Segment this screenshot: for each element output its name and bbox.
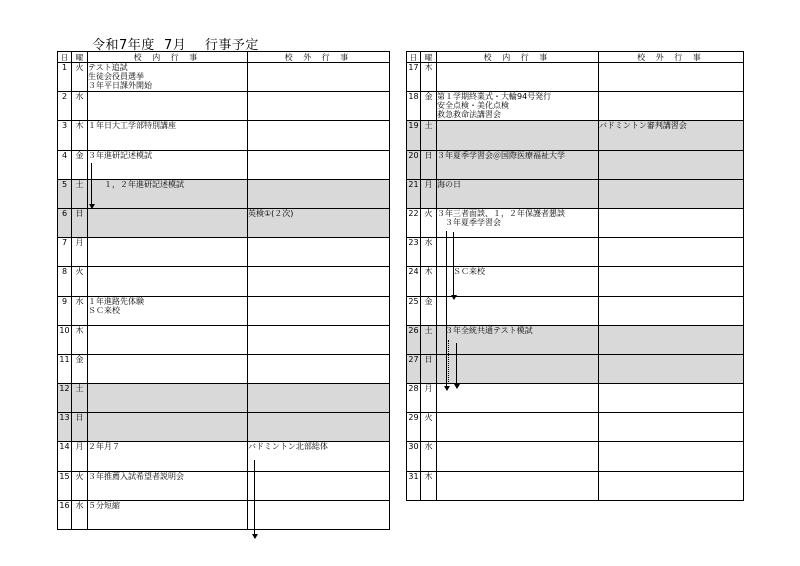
day-row	[58, 442, 390, 471]
internal-events-cell	[88, 121, 248, 150]
internal-events-cell	[88, 442, 248, 471]
day-row	[407, 413, 744, 442]
event-text: 第１学期終業式・大輪94号発行	[437, 92, 552, 102]
internal-events-cell	[437, 296, 599, 325]
day-row	[407, 121, 744, 150]
weekday: 土	[72, 179, 88, 208]
weekday: 日	[72, 413, 88, 442]
internal-events-cell	[88, 150, 248, 179]
day-row	[407, 92, 744, 121]
external-events-cell	[599, 208, 744, 237]
external-events-cell	[248, 354, 390, 383]
page-title: 令和7年度 7月 行事予定	[92, 38, 259, 53]
weekday: 水	[421, 238, 437, 267]
weekday: 火	[421, 413, 437, 442]
external-events-cell	[599, 325, 744, 354]
day-number: 15	[58, 471, 72, 500]
weekday: 火	[421, 208, 437, 237]
day-number: 20	[407, 150, 421, 179]
external-events-cell	[599, 150, 744, 179]
external-events-cell	[248, 296, 390, 325]
internal-events-cell	[437, 442, 599, 471]
weekday: 木	[421, 267, 437, 296]
event-text: ３年夏季学習会	[437, 217, 501, 227]
day-number: 2	[58, 92, 72, 121]
day-row	[407, 354, 744, 383]
day-number: 16	[58, 500, 72, 529]
weekday: 火	[72, 267, 88, 296]
header-weekday: 曜	[72, 52, 88, 63]
day-number: 1	[58, 63, 72, 92]
header-internal-events: 校 内 行 事	[88, 52, 248, 63]
external-events-cell	[248, 179, 390, 208]
weekday: 日	[421, 354, 437, 383]
day-number: 10	[58, 325, 72, 354]
day-row	[58, 384, 390, 413]
weekday: 木	[72, 121, 88, 150]
event-text: 安全点検・美化点検	[437, 101, 509, 111]
day-row	[58, 121, 390, 150]
day-number: 22	[407, 208, 421, 237]
internal-events-cell	[88, 63, 248, 92]
internal-events-cell	[88, 500, 248, 529]
internal-events-cell	[437, 63, 599, 92]
event-text: 英検①(２次)	[248, 208, 294, 218]
internal-events-cell	[437, 92, 599, 121]
day-row	[58, 296, 390, 325]
external-events-cell	[248, 500, 390, 529]
weekday: 土	[72, 384, 88, 413]
external-events-cell	[599, 92, 744, 121]
day-row	[58, 413, 390, 442]
day-row	[58, 150, 390, 179]
external-events-cell	[599, 471, 744, 500]
internal-events-cell	[88, 471, 248, 500]
day-row	[58, 471, 390, 500]
day-number: 13	[58, 413, 72, 442]
internal-events-cell	[88, 238, 248, 267]
schedule-table-right	[406, 51, 744, 501]
external-events-cell	[248, 413, 390, 442]
internal-events-cell	[437, 150, 599, 179]
day-number: 12	[58, 384, 72, 413]
header-weekday: 曜	[421, 52, 437, 63]
internal-events-cell	[437, 413, 599, 442]
day-row	[58, 179, 390, 208]
period-arrow	[456, 343, 457, 388]
day-row	[58, 238, 390, 267]
external-events-cell	[248, 471, 390, 500]
internal-events-cell	[437, 471, 599, 500]
event-text: ３年全統共通テスト模試	[437, 325, 533, 335]
period-dotted-line	[448, 340, 449, 384]
event-text: ２年月７	[88, 442, 120, 452]
day-row	[407, 296, 744, 325]
day-number: 28	[407, 384, 421, 413]
day-number: 21	[407, 179, 421, 208]
external-events-cell	[599, 179, 744, 208]
weekday: 月	[421, 179, 437, 208]
weekday: 火	[72, 63, 88, 92]
internal-events-cell	[88, 384, 248, 413]
weekday: 月	[72, 442, 88, 471]
internal-events-cell	[437, 267, 599, 296]
day-number: 11	[58, 354, 72, 383]
day-number: 5	[58, 179, 72, 208]
external-events-cell	[248, 267, 390, 296]
day-number: 29	[407, 413, 421, 442]
internal-events-cell	[88, 92, 248, 121]
external-events-cell	[248, 92, 390, 121]
event-text: １，２年進研記述模試	[88, 179, 184, 189]
day-number: 4	[58, 150, 72, 179]
external-events-cell	[248, 63, 390, 92]
internal-events-cell	[88, 267, 248, 296]
day-number: 18	[407, 92, 421, 121]
day-row	[407, 63, 744, 92]
schedule-table-left	[57, 51, 390, 530]
event-text: 生徒会役員選挙	[88, 72, 144, 81]
day-row	[407, 238, 744, 267]
event-text: バドミントン審判講習会	[599, 121, 687, 131]
day-row	[407, 150, 744, 179]
internal-events-cell	[88, 325, 248, 354]
weekday: 水	[72, 500, 88, 529]
day-number: 14	[58, 442, 72, 471]
day-row	[407, 267, 744, 296]
event-text: ＳＣ来校	[437, 267, 485, 277]
internal-events-cell	[88, 296, 248, 325]
day-row	[58, 267, 390, 296]
event-text: テスト追試	[88, 63, 128, 72]
external-events-cell	[599, 413, 744, 442]
day-number: 25	[407, 296, 421, 325]
day-number: 26	[407, 325, 421, 354]
weekday: 水	[72, 92, 88, 121]
day-number: 24	[407, 267, 421, 296]
day-number: 27	[407, 354, 421, 383]
weekday: 日	[421, 150, 437, 179]
internal-events-cell	[88, 413, 248, 442]
day-number: 17	[407, 63, 421, 92]
day-number: 23	[407, 238, 421, 267]
weekday: 木	[421, 471, 437, 500]
day-row	[58, 208, 390, 237]
external-events-cell	[599, 296, 744, 325]
weekday: 金	[421, 92, 437, 121]
external-events-cell	[248, 121, 390, 150]
external-events-cell	[599, 384, 744, 413]
event-text: ３年夏季学習会＠国際医療福祉大学	[437, 150, 565, 160]
header-internal-events: 校 内 行 事	[437, 52, 599, 63]
header-day: 日	[58, 52, 72, 63]
weekday: 日	[72, 208, 88, 237]
event-text: 救急救命法講習会	[437, 110, 501, 120]
internal-events-cell	[437, 179, 599, 208]
day-row	[407, 179, 744, 208]
internal-events-cell	[437, 238, 599, 267]
internal-events-cell	[437, 354, 599, 383]
external-events-cell	[248, 325, 390, 354]
event-text: ３年進研記述模試	[88, 150, 152, 160]
weekday: 月	[421, 384, 437, 413]
period-arrow	[446, 231, 447, 390]
period-arrow	[254, 460, 255, 538]
internal-events-cell	[88, 354, 248, 383]
external-events-cell	[248, 442, 390, 471]
internal-events-cell	[437, 325, 599, 354]
external-events-cell	[248, 384, 390, 413]
internal-events-cell	[88, 208, 248, 237]
event-text: バドミントン北部総体	[248, 442, 328, 452]
weekday: 金	[72, 150, 88, 179]
external-events-cell	[599, 442, 744, 471]
event-text: ３年推薦入試希望者説明会	[88, 471, 184, 481]
weekday: 金	[72, 354, 88, 383]
day-row	[58, 325, 390, 354]
day-number: 3	[58, 121, 72, 150]
event-text: ３年平日課外開始	[88, 81, 152, 90]
day-row	[58, 92, 390, 121]
weekday: 土	[421, 325, 437, 354]
internal-events-cell	[437, 384, 599, 413]
day-row	[407, 325, 744, 354]
weekday: 水	[72, 296, 88, 325]
weekday: 木	[72, 325, 88, 354]
day-row	[58, 500, 390, 529]
event-text: １年進路先体験	[88, 296, 144, 306]
weekday: 金	[421, 296, 437, 325]
period-arrow	[91, 163, 92, 208]
external-events-cell	[248, 238, 390, 267]
external-events-cell	[599, 63, 744, 92]
weekday: 水	[421, 442, 437, 471]
event-text: １年日大工学部特別講座	[88, 121, 176, 131]
external-events-cell	[248, 208, 390, 237]
event-text: ３年三者面談、１，２年保護者懇談	[437, 208, 565, 218]
day-row	[58, 354, 390, 383]
external-events-cell	[599, 121, 744, 150]
external-events-cell	[599, 267, 744, 296]
header-day: 日	[407, 52, 421, 63]
weekday: 火	[72, 471, 88, 500]
internal-events-cell	[437, 208, 599, 237]
header-external-events: 校 外 行 事	[248, 52, 390, 63]
event-text: ５分短縮	[88, 500, 120, 510]
day-number: 19	[407, 121, 421, 150]
external-events-cell	[599, 238, 744, 267]
day-number: 9	[58, 296, 72, 325]
external-events-cell	[248, 150, 390, 179]
day-row	[407, 208, 744, 237]
day-number: 7	[58, 238, 72, 267]
weekday: 土	[421, 121, 437, 150]
day-row	[407, 471, 744, 500]
external-events-cell	[599, 354, 744, 383]
weekday: 木	[421, 63, 437, 92]
day-row	[407, 442, 744, 471]
internal-events-cell	[88, 179, 248, 208]
day-number: 31	[407, 471, 421, 500]
internal-events-cell	[437, 121, 599, 150]
period-arrow	[453, 232, 454, 299]
header-external-events: 校 外 行 事	[599, 52, 744, 63]
day-number: 8	[58, 267, 72, 296]
day-number: 6	[58, 208, 72, 237]
day-number: 30	[407, 442, 421, 471]
weekday: 月	[72, 238, 88, 267]
event-text: ＳＣ来校	[88, 305, 120, 315]
event-text: 海の日	[437, 179, 461, 189]
day-row	[58, 63, 390, 92]
